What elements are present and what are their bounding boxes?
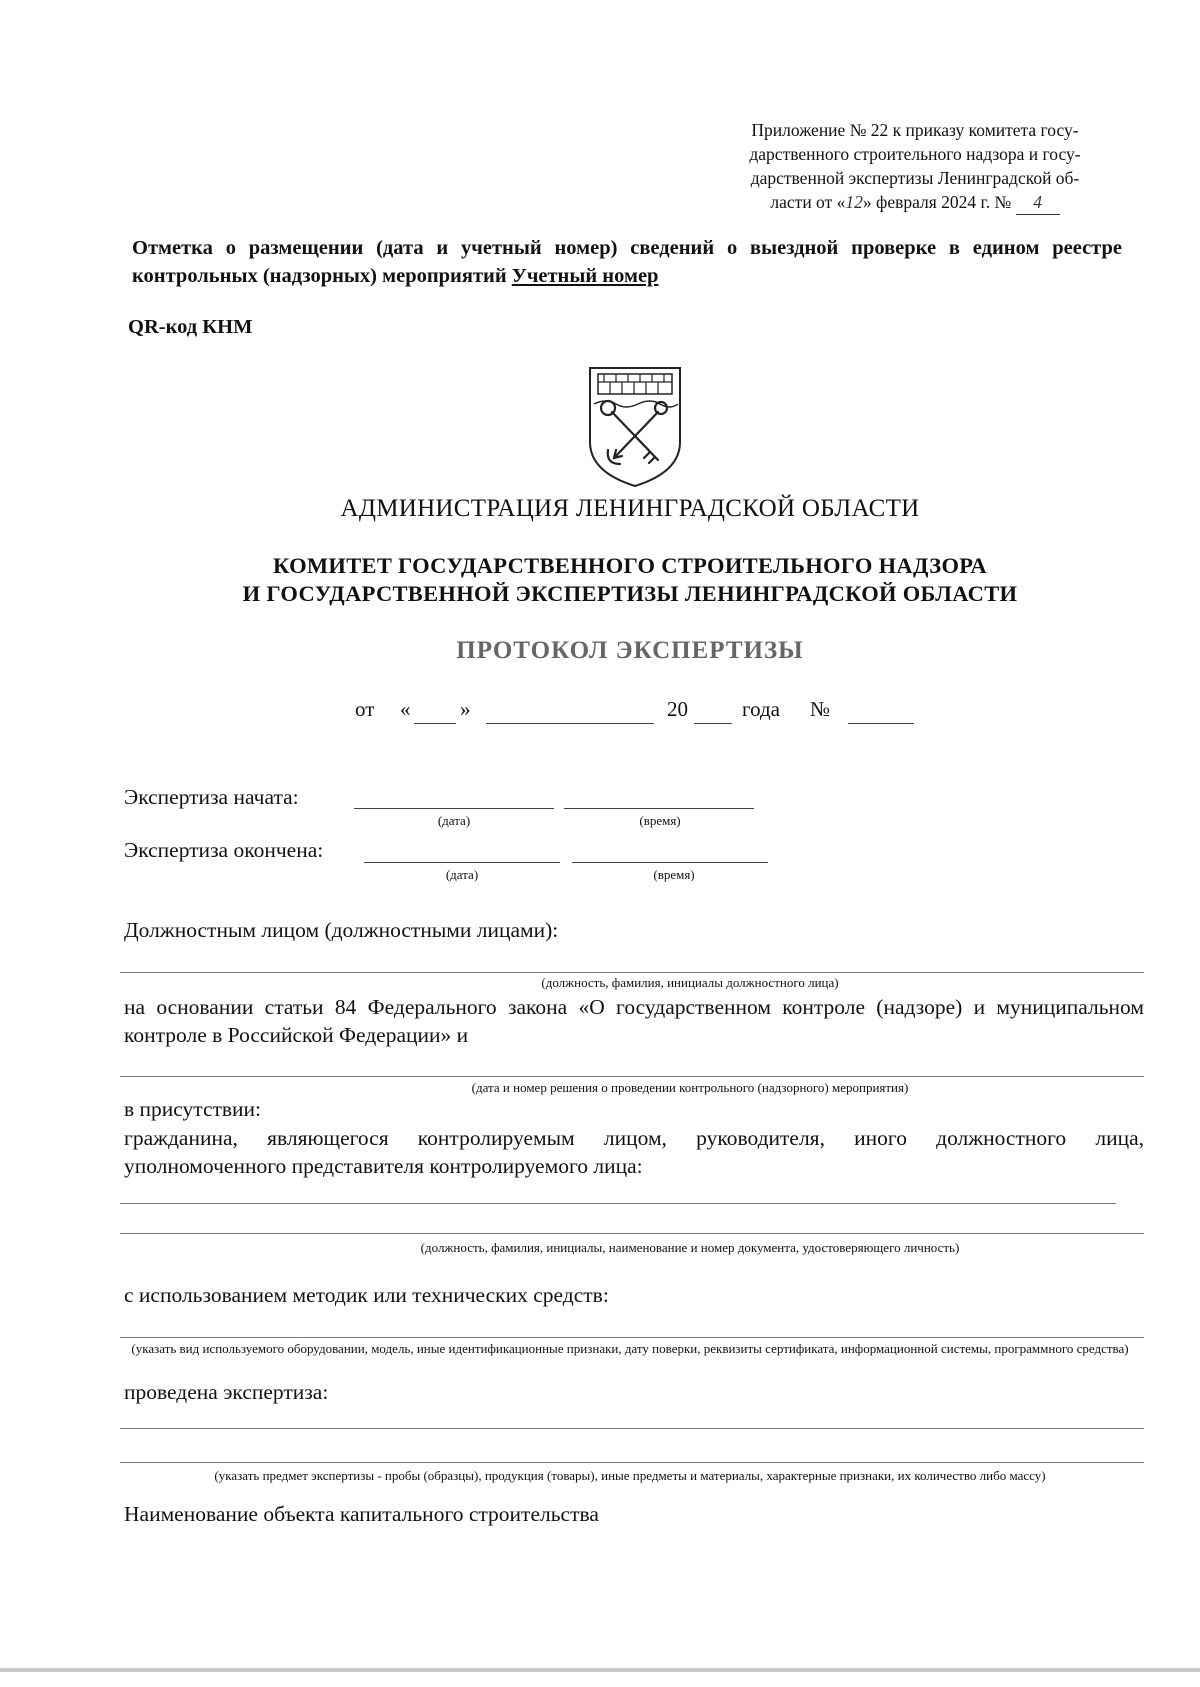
registry-mark-text: Отметка о размещении (дата и учетный номер) сведений о выездной проверке в едином реестре контрольных (надзорных) мероприятий	[132, 237, 1122, 287]
page-bottom-edge	[0, 1668, 1200, 1672]
ended-time-line[interactable]	[572, 862, 768, 863]
started-time-hint: (время)	[639, 813, 681, 828]
administration-title: АДМИНИСТРАЦИЯ ЛЕНИНГРАДСКОЙ ОБЛАСТИ	[340, 495, 920, 522]
appendix-line-4	[700, 190, 1130, 215]
number-sign: №	[810, 697, 831, 721]
officials-line[interactable]	[120, 972, 1144, 973]
month-blank-line[interactable]	[486, 723, 654, 724]
year-word: года	[742, 697, 780, 721]
appendix-header	[700, 118, 1130, 215]
methods-hint: (указать вид используемого оборудовании, модель, иные идентификационные признаки, дату поверки, реквизиты сертификата, информационной системы, программного средства)	[131, 1341, 1129, 1356]
started-time-line[interactable]	[564, 808, 754, 809]
started-date-hint: (дата)	[437, 813, 471, 828]
conducted-label: проведена экспертиза:	[124, 1380, 329, 1404]
year-century: 20	[667, 697, 688, 721]
committee-title-line-1: КОМИТЕТ ГОСУДАРСТВЕННОГО СТРОИТЕЛЬНОГО НАДЗОРА	[273, 553, 987, 578]
registry-number-label: Учетный номер	[511, 265, 659, 287]
presence-line-2[interactable]	[120, 1233, 1144, 1234]
methods-line[interactable]	[120, 1337, 1144, 1338]
appendix-day: 12	[845, 192, 863, 212]
ended-date-line[interactable]	[364, 862, 560, 863]
ended-label: Экспертиза окончена:	[124, 838, 324, 862]
presence-line-1[interactable]	[120, 1203, 1116, 1204]
date-close-quote: »	[460, 697, 471, 721]
officials-hint: (должность, фамилия, инициалы должностного лица)	[541, 975, 839, 990]
object-label: Наименование объекта капитального строительства	[124, 1502, 599, 1526]
started-label: Экспертиза начата:	[124, 785, 299, 809]
appendix-line-4-prefix: ласти от «	[770, 192, 846, 212]
committee-title-line-2: И ГОСУДАРСТВЕННОЙ ЭКСПЕРТИЗЫ ЛЕНИНГРАДСКОЙ ОБЛАСТИ	[242, 581, 1018, 606]
date-from-label: от	[355, 697, 375, 721]
appendix-line-3: дарственной экспертизы Ленинградской об-	[750, 168, 1080, 188]
subject-hint: (указать предмет экспертизы - пробы (образцы), продукция (товары), иные предметы и материалы, характерные признаки, их количество либо массу)	[214, 1468, 1046, 1483]
date-open-quote: «	[400, 697, 411, 721]
presence-text: гражданина, являющегося контролируемым лицом, руководителя, иного должностного лица, уполномоченного представителя контролируемого лица:	[124, 1126, 1144, 1178]
ended-date-hint: (дата)	[445, 867, 479, 882]
appendix-line-1: Приложение № 22 к приказу комитета госу-	[751, 120, 1079, 140]
presence-hint: (должность, фамилия, инициалы, наименование и номер документа, удостоверяющего личность)	[420, 1240, 960, 1255]
conducted-line-2[interactable]	[120, 1462, 1144, 1463]
basis-text: на основании статьи 84 Федерального закона «О государственном контроле (надзоре) и муниципальном контроле в Российской Федерации» и	[124, 995, 1144, 1047]
number-blank-line[interactable]	[848, 723, 914, 724]
appendix-line-4-middle: » февраля 2024 г. №	[862, 192, 1012, 212]
day-blank-line[interactable]	[414, 723, 456, 724]
appendix-number: 4	[1016, 190, 1060, 215]
ended-time-hint: (время)	[653, 867, 695, 882]
protocol-title: ПРОТОКОЛ ЭКСПЕРТИЗЫ	[456, 637, 804, 664]
started-date-line[interactable]	[354, 808, 554, 809]
committee-title	[0, 552, 1200, 608]
conducted-line-1[interactable]	[120, 1428, 1144, 1429]
qr-code-label: QR-код КНМ	[128, 316, 253, 338]
methods-label: с использованием методик или технических средств:	[124, 1283, 609, 1307]
year-blank-line[interactable]	[694, 723, 732, 724]
officials-label: Должностным лицом (должностными лицами):	[124, 918, 559, 942]
decision-line[interactable]	[120, 1076, 1144, 1077]
registry-mark	[132, 234, 1122, 290]
presence-label: в присутствии:	[124, 1097, 262, 1121]
appendix-line-2: дарственного строительного надзора и госу-	[749, 144, 1081, 164]
decision-hint: (дата и номер решения о проведении контрольного (надзорного) мероприятия)	[471, 1080, 909, 1095]
leningrad-oblast-coat-of-arms-icon	[586, 364, 684, 490]
